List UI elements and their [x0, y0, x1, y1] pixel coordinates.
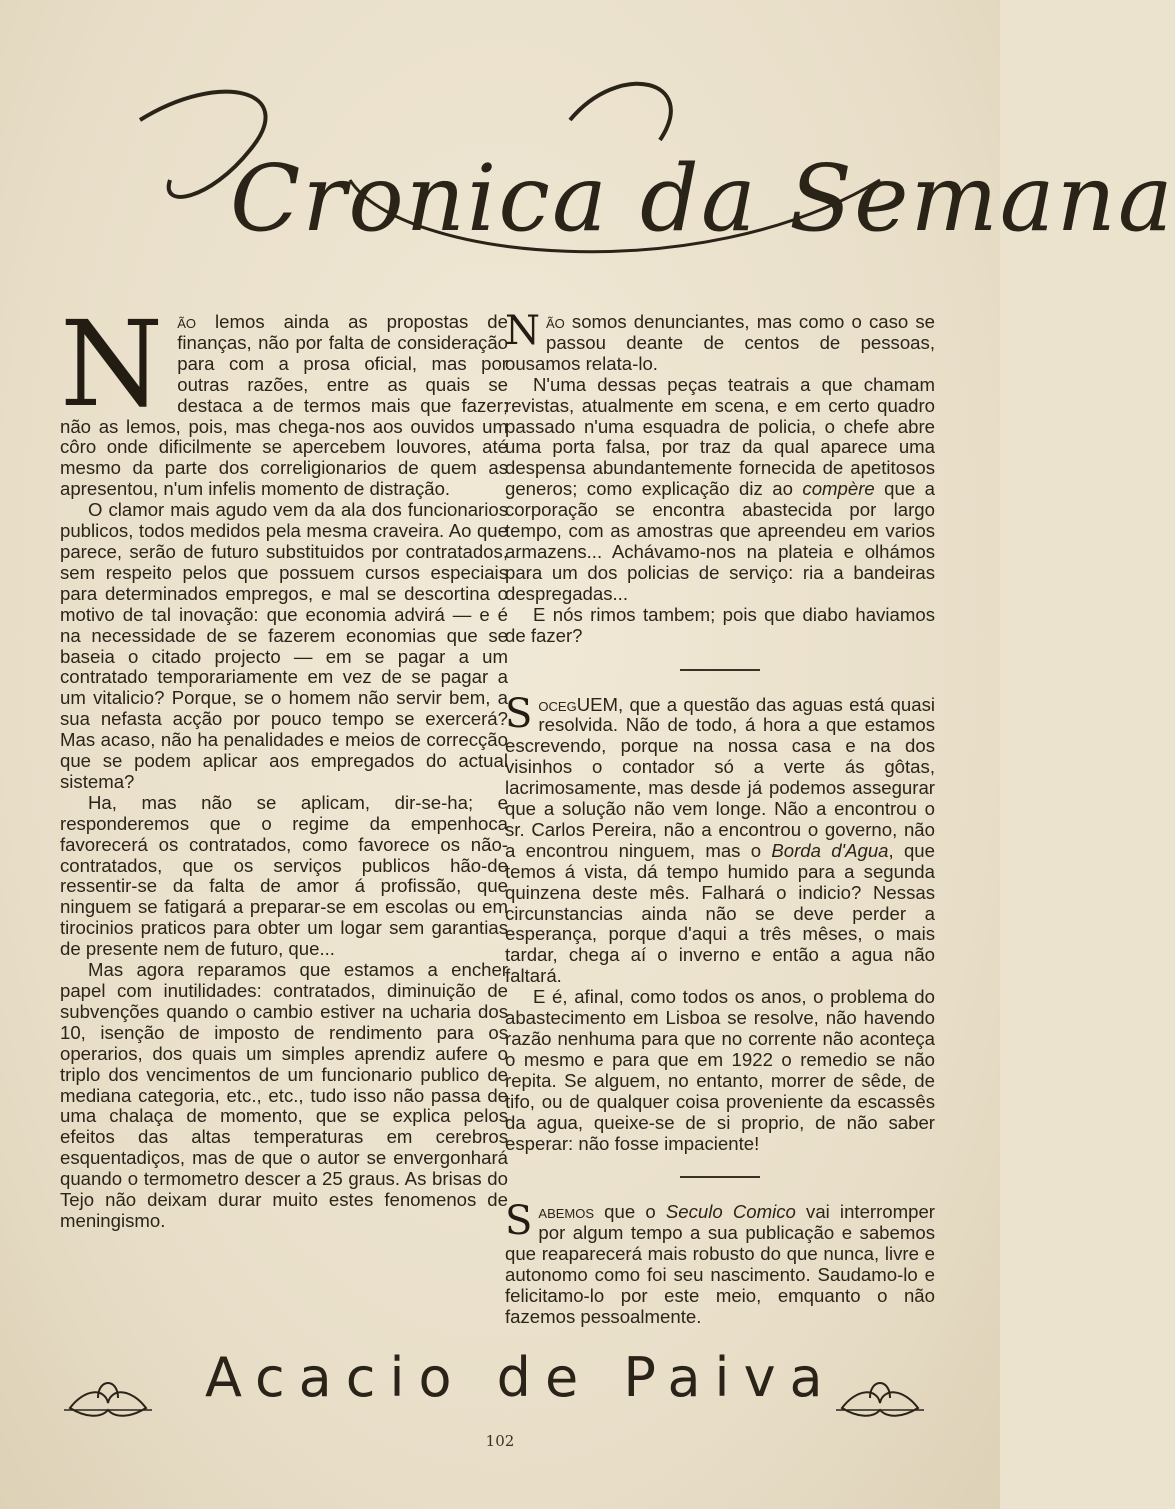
paragraph-text: que a corporação se encontra abastecida por largo tempo, com as amostras que apreendeu em varios armazens... Achávamo-nos na plateia e olhámos para um dos policias de serviço: ria a bandeiras despregadas...	[505, 478, 935, 604]
paragraph-text: N'uma dessas peças teatrais a que chamam revistas, atualmente em scena, e em certo quadro passado n'uma esquadra de policia, o chefe abre uma porta falsa, por traz da qual aparece uma despensa abundantemente fornecida de apetitosos generos; como explicação diz ao	[505, 373, 935, 500]
paragraph-text: que o	[594, 1201, 666, 1223]
left-column	[60, 295, 508, 1232]
italic-term: compère	[802, 478, 875, 500]
section-2-paragraph-1	[505, 690, 935, 988]
paragraph-text: somos denunciantes, mas como o caso se passou deante de centos de pessoas, ousamos relata-lo.	[505, 311, 935, 374]
paragraph-text: , que temos á vista, dá tempo humido para a segunda quinzena deste mês. Falhará o indicio? Nessas circunstancias ainda não se deve perder a esperança, porque d'aqui a três mêses, o mais tardar, chega aí o inverno e então a agua não faltará.	[505, 839, 935, 987]
paragraph-text: lemos ainda as propostas de finanças, não por falta de consideração para com a prosa oficial, mas por outras razões, entre as quais se destaca a de termos mais que fazer; não as lemos, pois, mas chega-nos aos ouvidos um côro onde dificilmente se apercebem louvores, até mesmo da parte dos correligionarios de quem as apresentou, n'um infelis momento de distração.	[60, 311, 508, 500]
paragraph-text: que a questão das aguas está quasi resolvida. Não de todo, á hora a que estamos escrevendo, porque na nossa casa e na dos visinhos o contador só a verte ás gôtas, lacrimosamente, mas desde já podemos assegurar que a solução não vem longe. Não a encontrou o sr. Carlos Pereira, não a encontrou o governo, não a encontrou ninguem, mas o	[505, 693, 935, 861]
drop-cap: N	[60, 295, 164, 433]
italic-term: Borda d'Agua	[771, 839, 889, 861]
section-1-paragraph-2	[505, 375, 935, 605]
paragraph-4: Mas agora reparamos que estamos a encher papel com inutilidades: contratados, diminuição de subvenções quando o cambio estiver na ucharia dos 10, isenção de imposto de rendimento para os operarios, dos quais um simples aprendiz aufere o triplo dos vencimentos de um funcionario publico de mediana categoria, etc., etc., tudo isso não passa de uma chalaça de momento, que se explica pelos efeitos das altas temperaturas em cerebros esquentadiços, mas de que o autor se envergonhará quando o termometro descer a 25 graus. As brisas do Tejo não deixam durar muito estes fenomenos de meningismo.	[60, 959, 508, 1231]
paragraph-2: O clamor mais agudo vem da ala dos funcionarios publicos, todos medidos pela mesma craveira. Ao que parece, serão de futuro substituidos por contratados, sem respeito pelos que possuem cursos especiais para determinados empregos, e mal se descortina o motivo de tal inovação: que economia advirá — e é na necessidade de se fazerem economias que se baseia o citado projecto — em se pagar a um contratado temporariamente em vez de se pagar a um vitalicio? Porque, se o homem não servir bem, a sua nefasta acção por pouco tempo se exercerá? Mas acaso, não ha penalidades e meios de correcção que se podem aplicar aos empregados do actual sistema?	[60, 499, 508, 792]
section-divider	[680, 1176, 760, 1178]
author-signature: Acacio de Paiva	[205, 1346, 837, 1409]
page-title: Cronica da Semana	[230, 145, 1175, 252]
small-caps-lead: ão	[177, 311, 197, 332]
section-3-paragraph-1	[505, 1198, 936, 1327]
page-number: 102	[485, 1432, 515, 1450]
small-caps-lead: ão	[546, 311, 565, 332]
section-1-paragraph-3: E nós rimos tambem; pois que diabo haviamos de fazer?	[505, 603, 935, 646]
section-1-paragraph-1	[505, 308, 935, 375]
drop-cap: N	[505, 308, 540, 354]
italic-term: Seculo Comico	[665, 1201, 796, 1223]
section-2-paragraph-2: E é, afinal, como todos os anos, o problema do abastecimento em Lisboa se resolve, não havendo razão nenhuma para que no corrente não aconteça o mesmo e para que em 1922 o remedio se não repita. Se alguem, no entanto, morrer de sêde, de tifo, ou de qualquer coisa proveniente da escassês da agua, queixe-se de si proprio, de não saber esperar: não fosse impaciente!	[505, 986, 935, 1154]
drop-cap: S	[505, 690, 533, 737]
section-divider	[680, 669, 760, 671]
paragraph-3: Ha, mas não se aplicam, dir-se-ha; e responderemos que o regime da empenhoca favorecerá os contratados, como favorece os não-contratados, que os serviços publicos hão-de ressentir-se da falta de amor á profissão, que ninguem se fatigará a preparar-se em escolas ou em tirocinios praticos para obter um logar sem garantias de presente nem de futuro, que...	[60, 791, 508, 960]
floral-ornament-icon	[60, 1368, 156, 1428]
paragraph-1	[60, 295, 508, 500]
floral-ornament-icon	[832, 1368, 928, 1428]
small-caps-lead: ocegUEM,	[538, 693, 624, 715]
drop-cap: S	[505, 1198, 533, 1245]
paragraph-text: vai interromper por algum tempo a sua publicação e sabemos que reaparecerá mais robusto do que nunca, livre e autonomo como foi seu nascimento. Saudamo-lo e felicitamo-lo por este meio, emquanto o não fazemos pessoalmente.	[505, 1201, 936, 1327]
small-caps-lead: abemos	[538, 1201, 595, 1223]
right-column	[505, 308, 936, 1328]
title-block	[100, 60, 1175, 280]
